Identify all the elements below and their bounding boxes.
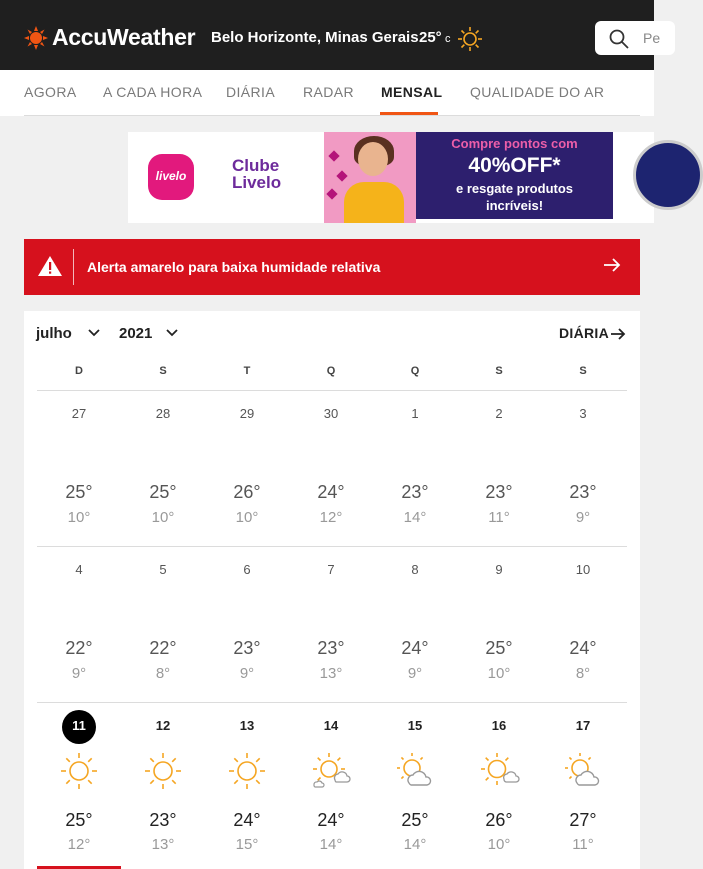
calendar-day[interactable] (541, 395, 625, 545)
day-low: 10° (67, 509, 91, 526)
day-high: 25° (485, 638, 513, 658)
calendar-day-today[interactable] (37, 707, 121, 869)
day-high: 24° (317, 482, 345, 502)
calendar-divider (37, 390, 627, 391)
day-low: 9° (575, 509, 591, 526)
day-low: 15° (235, 836, 259, 853)
day-date: 8 (411, 562, 419, 577)
day-low: 9° (239, 665, 255, 682)
day-high: 23° (317, 638, 345, 658)
arrow-right-icon[interactable] (610, 327, 626, 341)
ad-photo-body (344, 182, 404, 223)
day-date: 14 (323, 718, 339, 733)
day-high: 23° (485, 482, 513, 502)
sun-icon (59, 751, 99, 791)
day-high: 22° (65, 638, 93, 658)
calendar-day[interactable] (289, 551, 373, 701)
search-placeholder: Pe (643, 30, 661, 46)
weather-alert-banner[interactable] (24, 239, 640, 295)
day-high: 23° (569, 482, 597, 502)
day-high: 24° (233, 810, 261, 830)
tab-agora[interactable]: AGORA (24, 84, 77, 100)
calendar-day[interactable] (457, 395, 541, 545)
calendar-day[interactable] (541, 707, 625, 869)
day-low: 10° (487, 665, 511, 682)
alert-separator (73, 249, 74, 285)
calendar-day[interactable] (373, 707, 457, 869)
chevron-down-icon[interactable] (166, 329, 178, 337)
advertisement-banner[interactable] (128, 132, 654, 223)
day-low: 14° (403, 836, 427, 853)
sun-icon (143, 751, 183, 791)
weekday-label: Q (326, 365, 336, 377)
day-date: 7 (327, 562, 335, 577)
calendar-day[interactable] (205, 395, 289, 545)
ad-promo-panel (416, 132, 613, 219)
day-date: 11 (72, 718, 86, 733)
warning-icon (37, 255, 63, 277)
day-date: 17 (575, 718, 591, 733)
tab-a-cada-hora[interactable]: A CADA HORA (103, 84, 203, 100)
day-high: 25° (65, 810, 93, 830)
partly-cloudy-icon (563, 751, 603, 791)
day-low: 10° (151, 509, 175, 526)
calendar-day[interactable] (457, 707, 541, 869)
day-high: 25° (65, 482, 93, 502)
promo-line-3: e resgate produtos (455, 181, 574, 196)
day-low: 10° (487, 836, 511, 853)
ad-seal-icon (633, 140, 703, 210)
ad-sparkle-icon (336, 170, 347, 181)
ad-sparkle-icon (328, 150, 339, 161)
sun-cloud-icon (479, 751, 519, 791)
day-high: 23° (233, 638, 261, 658)
calendar-day[interactable] (205, 707, 289, 869)
tab-diaria[interactable]: DIÁRIA (226, 84, 276, 100)
promo-line-4: incríveis! (485, 198, 544, 213)
day-high: 25° (149, 482, 177, 502)
active-tab-indicator (380, 112, 438, 115)
clube-text: Clube (232, 156, 280, 175)
day-high: 26° (485, 810, 513, 830)
ad-photo (324, 132, 416, 223)
daily-link[interactable]: DIÁRIA (559, 325, 610, 341)
weekday-label: Q (410, 365, 420, 377)
weekday-label: S (159, 365, 167, 377)
day-date: 5 (159, 562, 167, 577)
day-low: 13° (151, 836, 175, 853)
day-high: 27° (569, 810, 597, 830)
day-low: 8° (575, 665, 591, 682)
day-low: 9° (71, 665, 87, 682)
day-high: 24° (317, 810, 345, 830)
partly-cloudy-icon (395, 751, 435, 791)
day-date: 29 (239, 406, 255, 421)
promo-discount: 40%OFF* (468, 154, 561, 177)
day-low: 11° (488, 509, 510, 526)
day-low: 9° (407, 665, 423, 682)
tab-radar[interactable]: RADAR (303, 84, 355, 100)
tab-qualidade-do-ar[interactable]: QUALIDADE DO AR (470, 84, 605, 100)
day-date: 9 (495, 562, 503, 577)
day-date: 3 (579, 406, 587, 421)
nav-divider (24, 115, 640, 116)
alert-text: Alerta amarelo para baixa humidade relativa (87, 259, 381, 275)
day-high: 22° (149, 638, 177, 658)
day-high: 23° (149, 810, 177, 830)
day-date: 6 (243, 562, 251, 577)
weekday-label: S (495, 365, 503, 377)
monthly-calendar (24, 311, 640, 869)
search-input[interactable] (595, 21, 675, 55)
day-date: 16 (491, 718, 507, 733)
sun-clouds-icon (311, 751, 351, 791)
day-high: 25° (401, 810, 429, 830)
day-low: 13° (319, 665, 343, 682)
top-header (0, 0, 661, 70)
accuweather-logo[interactable] (24, 24, 195, 51)
day-date: 13 (239, 718, 255, 733)
calendar-day[interactable] (373, 551, 457, 701)
year-select[interactable]: 2021 (119, 325, 153, 342)
current-weather-sun-icon (457, 26, 483, 52)
calendar-day[interactable] (37, 551, 121, 701)
day-date: 28 (155, 406, 171, 421)
weekday-label: D (75, 365, 83, 377)
day-date: 30 (323, 406, 339, 421)
clube-livelo-logo (232, 157, 281, 191)
day-low: 8° (155, 665, 171, 682)
day-low: 11° (572, 836, 594, 853)
calendar-day[interactable] (121, 707, 205, 869)
calendar-day[interactable] (457, 551, 541, 701)
weekday-header (37, 365, 627, 389)
day-high: 26° (233, 482, 261, 502)
calendar-day[interactable] (121, 551, 205, 701)
calendar-day[interactable] (205, 551, 289, 701)
calendar-divider (37, 546, 627, 547)
calendar-day[interactable] (289, 707, 373, 869)
day-date: 10 (575, 562, 591, 577)
livelo-logo (148, 154, 194, 200)
weekday-label: S (579, 365, 587, 377)
sun-icon (227, 751, 267, 791)
brand-name: AccuWeather (52, 24, 196, 50)
brand-sun-icon (24, 26, 48, 50)
day-date: 1 (411, 406, 419, 421)
temperature-unit: c (445, 33, 451, 45)
day-date: 4 (75, 562, 83, 577)
day-high: 24° (569, 638, 597, 658)
weekday-label: T (243, 365, 251, 377)
day-low: 14° (319, 836, 343, 853)
calendar-day[interactable] (373, 395, 457, 545)
calendar-day[interactable] (121, 395, 205, 545)
day-date: 15 (407, 718, 423, 733)
ad-sparkle-icon (326, 188, 337, 199)
day-low: 12° (67, 836, 91, 853)
day-date: 2 (495, 406, 503, 421)
day-high: 23° (401, 482, 429, 502)
livelo-logo-text: livelo (155, 169, 187, 183)
calendar-day[interactable] (541, 551, 625, 701)
tab-mensal[interactable]: MENSAL (381, 84, 443, 100)
chevron-down-icon[interactable] (88, 329, 100, 337)
day-low: 12° (319, 509, 343, 526)
livelo-text: Livelo (232, 173, 282, 192)
day-high: 24° (401, 638, 429, 658)
calendar-day[interactable] (37, 395, 121, 545)
day-date: 12 (155, 718, 171, 733)
day-date: 27 (71, 406, 87, 421)
day-low: 14° (403, 509, 427, 526)
calendar-divider (37, 702, 627, 703)
promo-line-1: Compre pontos com (451, 136, 578, 151)
day-low: 10° (235, 509, 259, 526)
current-temperature: 25° (419, 29, 442, 46)
search-icon (609, 29, 629, 49)
location-name[interactable]: Belo Horizonte, Minas Gerais (211, 29, 419, 46)
arrow-right-icon (603, 257, 621, 273)
calendar-day[interactable] (289, 395, 373, 545)
main-nav (0, 70, 654, 116)
month-select[interactable]: julho (36, 325, 72, 342)
ad-photo-face (358, 142, 388, 176)
